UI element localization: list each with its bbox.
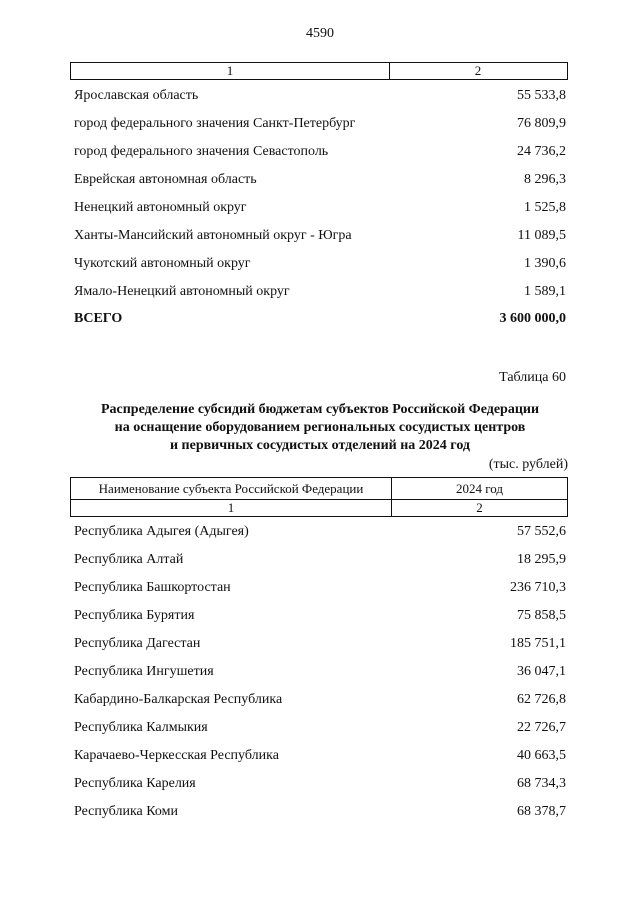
page-number: 4590 <box>306 26 334 41</box>
region-name: Республика Карелия <box>74 776 196 791</box>
table-row <box>74 170 566 198</box>
table-row <box>74 802 566 830</box>
table-row <box>74 226 566 254</box>
subsidy-value: 76 809,9 <box>517 116 566 131</box>
table-row <box>74 114 566 142</box>
table-row <box>74 254 566 282</box>
table-title <box>60 401 580 455</box>
region-name: Республика Коми <box>74 804 178 819</box>
top-table-col2-number: 2 <box>474 63 482 78</box>
table-title-line: на оснащение оборудованием региональных сосудистых центров <box>114 420 526 435</box>
region-name: Ямало-Ненецкий автономный округ <box>74 284 290 299</box>
column-number-2: 2 <box>476 500 483 515</box>
top-table-col1-number: 1 <box>71 63 390 79</box>
table-number-label: Таблица 60 <box>499 370 566 385</box>
table-row <box>74 718 566 746</box>
table-row <box>74 550 566 578</box>
table-row <box>74 86 566 114</box>
subsidy-value: 185 751,1 <box>510 636 566 651</box>
table-row <box>74 634 566 662</box>
region-name: Еврейская автономная область <box>74 172 257 187</box>
total-label: ВСЕГО <box>74 311 123 326</box>
subsidy-value: 55 533,8 <box>517 88 566 103</box>
subsidy-value: 18 295,9 <box>517 552 566 567</box>
subsidy-value: 1 390,6 <box>524 256 566 271</box>
subsidy-value: 8 296,3 <box>524 172 566 187</box>
region-name: Чукотский автономный округ <box>74 256 251 271</box>
subsidy-value: 62 726,8 <box>517 692 566 707</box>
column-number-1: 1 <box>227 500 235 515</box>
table-title-line: и первичных сосудистых отделений на 2024 год <box>169 438 470 453</box>
region-name: Республика Алтай <box>74 552 184 567</box>
top-table-body <box>74 86 566 310</box>
total-row <box>74 311 566 331</box>
table-row <box>74 774 566 802</box>
region-name: Карачаево-Черкесская Республика <box>74 748 279 763</box>
region-name: Республика Башкортостан <box>74 580 231 595</box>
region-name: Республика Дагестан <box>74 636 201 651</box>
subsidy-value: 57 552,6 <box>517 524 566 539</box>
region-name: Ярославская область <box>74 88 199 103</box>
table-row <box>74 662 566 690</box>
region-name: Ненецкий автономный округ <box>74 200 247 215</box>
table-row <box>74 746 566 774</box>
region-name: город федерального значения Санкт-Петербург <box>74 116 356 131</box>
subsidy-value: 36 047,1 <box>517 664 566 679</box>
table60-body <box>74 522 566 830</box>
subsidy-value: 1 525,8 <box>524 200 566 215</box>
subsidy-value: 68 734,3 <box>517 776 566 791</box>
region-name: Республика Бурятия <box>74 608 195 623</box>
total-value: 3 600 000,0 <box>499 311 566 326</box>
table60-header <box>70 477 568 517</box>
region-name: Республика Калмыкия <box>74 720 208 735</box>
subsidy-value: 236 710,3 <box>510 580 566 595</box>
table-row <box>74 606 566 634</box>
table-title-line: Распределение субсидий бюджетам субъектов Российской Федерации <box>100 402 540 417</box>
subsidy-value: 68 378,7 <box>517 804 566 819</box>
table-row <box>74 578 566 606</box>
region-name: Ханты-Мансийский автономный округ - Югра <box>74 228 352 243</box>
table-row <box>74 522 566 550</box>
subsidy-value: 40 663,5 <box>517 748 566 763</box>
column-header-name: Наименование субъекта Российской Федерации <box>98 481 364 496</box>
subsidy-value: 24 736,2 <box>517 144 566 159</box>
subsidy-value: 1 589,1 <box>524 284 566 299</box>
subsidy-value: 75 858,5 <box>517 608 566 623</box>
column-header-year: 2024 год <box>456 481 503 496</box>
top-table-header <box>70 62 568 80</box>
subsidy-value: 22 726,7 <box>517 720 566 735</box>
subsidy-value: 11 089,5 <box>517 228 566 243</box>
region-name: Республика Ингушетия <box>74 664 214 679</box>
region-name: Кабардино-Балкарская Республика <box>74 692 283 707</box>
table-row <box>74 142 566 170</box>
region-name: Республика Адыгея (Адыгея) <box>74 524 249 539</box>
table-row <box>74 690 566 718</box>
units-label: (тыс. рублей) <box>488 457 568 472</box>
table-row <box>74 198 566 226</box>
table-row <box>74 282 566 310</box>
region-name: город федерального значения Севастополь <box>74 144 329 159</box>
